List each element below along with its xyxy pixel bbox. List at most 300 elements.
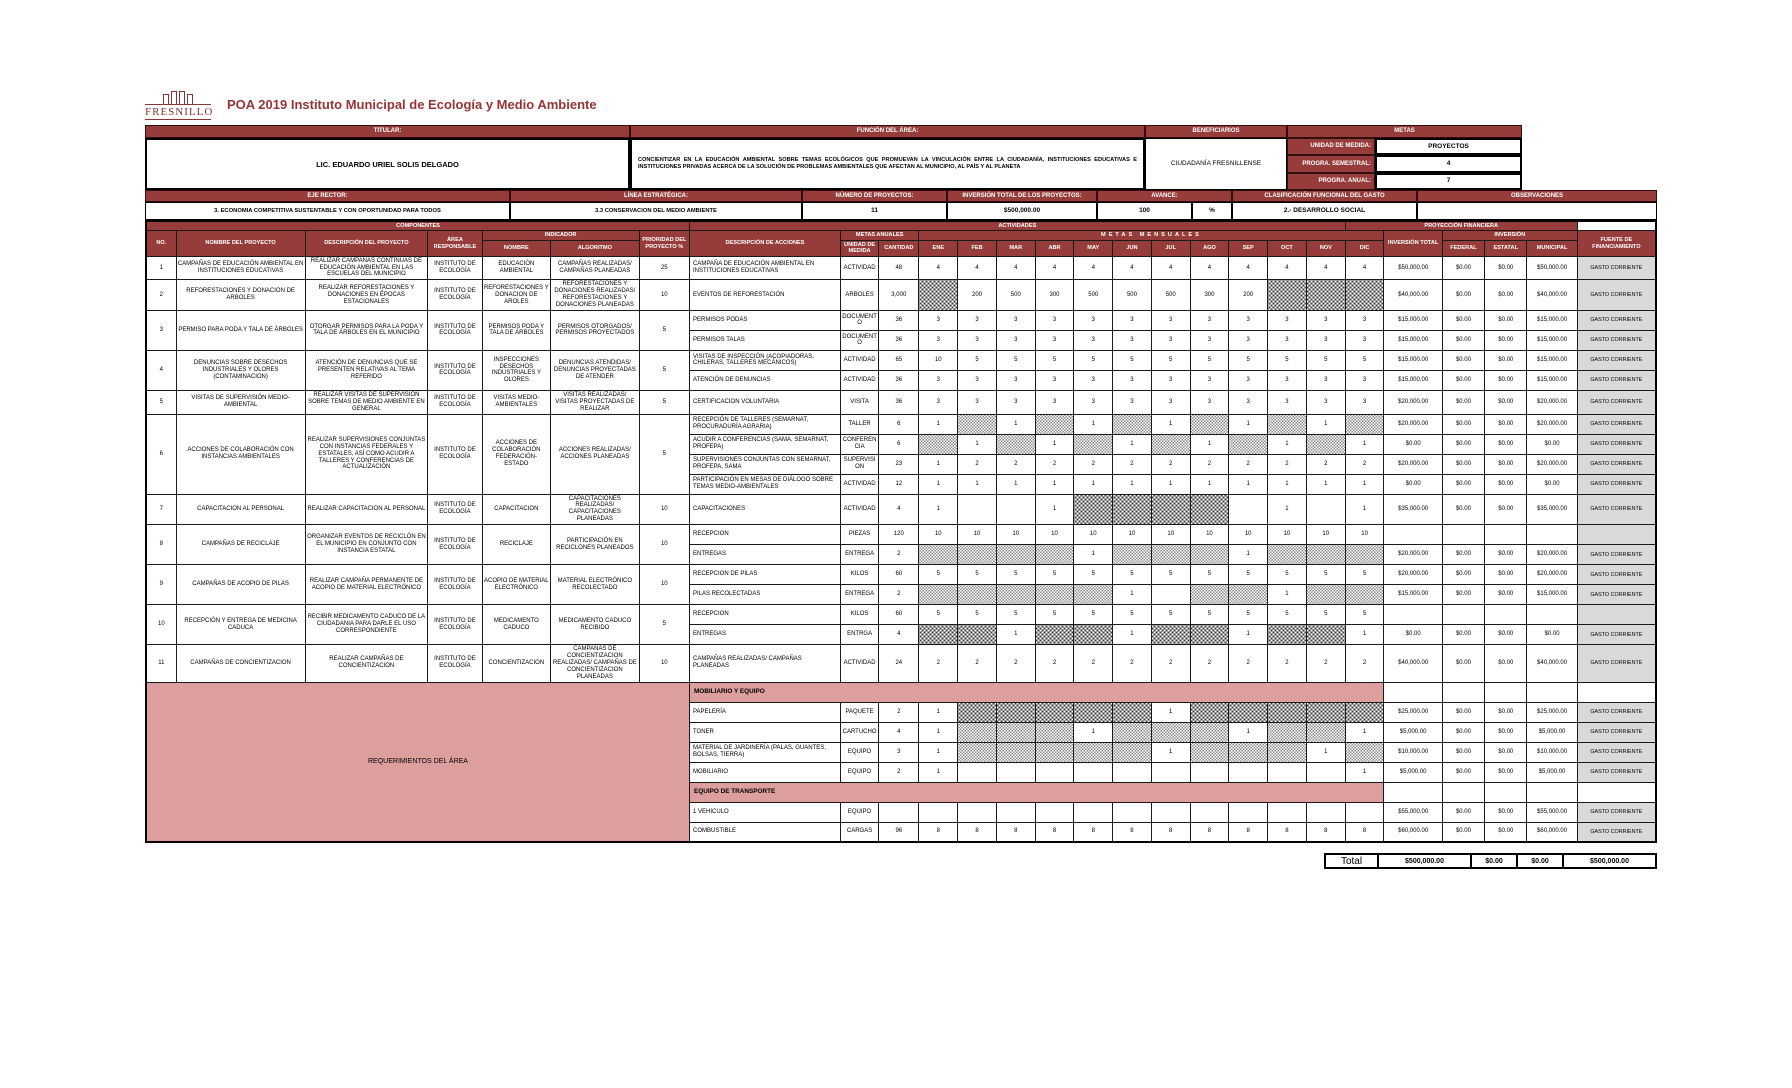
- month-cell: [1113, 762, 1152, 782]
- month-header: FEB: [958, 240, 997, 256]
- accion-unidad: ENTREGA: [840, 585, 878, 605]
- federal-cell: $0.00: [1442, 822, 1484, 842]
- month-cell: 300: [1035, 280, 1074, 311]
- project-no: 6: [146, 414, 176, 494]
- accion-unidad: CONFERENCIA: [840, 434, 878, 454]
- project-no: 3: [146, 310, 176, 350]
- month-cell: 5: [1229, 565, 1268, 585]
- month-cell: 1: [996, 474, 1035, 494]
- month-cell: 1: [996, 414, 1035, 434]
- fuente-cell: GASTO CORRIENTE: [1577, 434, 1656, 454]
- project-prioridad: 5: [639, 350, 689, 390]
- month-cell: 2: [958, 454, 997, 474]
- project-indicador: REFORESTACIONES Y DONACION DE AROLES: [482, 280, 550, 311]
- inversion-total-cell: $40,000.00: [1384, 280, 1442, 311]
- month-cell-blocked: [1035, 702, 1074, 722]
- inversion-total-cell: $20,000.00: [1384, 565, 1442, 585]
- month-cell: [1306, 494, 1345, 525]
- project-nombre: CAMPAÑAS DE CONCIENTIZACION: [176, 645, 305, 682]
- project-descripcion: RECIBIR MEDICAMENTO CADUCO DE LA CIUDADANIA PARA DARLE EL USO CORRESPONDIENTE: [305, 605, 428, 645]
- month-cell: 1: [1190, 434, 1229, 454]
- municipal-cell: $0.00: [1527, 474, 1577, 494]
- month-cell-blocked: [1229, 742, 1268, 762]
- accion-unidad: KILOS: [840, 605, 878, 625]
- accion-unidad: DOCUMENTO: [840, 330, 878, 350]
- accion-descripcion: ENTREGAS: [689, 625, 840, 645]
- month-cell: 3: [919, 390, 958, 414]
- month-cell: 4: [996, 256, 1035, 280]
- month-cell: 3: [1035, 310, 1074, 330]
- month-cell: 2: [996, 645, 1035, 682]
- empty-cell: [1527, 682, 1577, 702]
- month-cell: [958, 762, 997, 782]
- month-cell: 1: [1229, 545, 1268, 565]
- col-descripcion: DESCRIPCIÓN DEL PROYECTO: [305, 231, 428, 256]
- month-cell: 3: [1074, 330, 1113, 350]
- beneficiarios-value: CIUDADANÍA FRESNILLENSE: [1145, 138, 1287, 190]
- accion-descripcion: ENTREGAS: [689, 545, 840, 565]
- month-cell: 2: [1190, 645, 1229, 682]
- accion-descripcion: RECEPCIÓN DE TALLERES (SEMARNAT, PROCURADURÍA AGRARIA): [689, 414, 840, 434]
- month-cell: 3: [958, 370, 997, 390]
- month-cell: 10: [1074, 525, 1113, 545]
- month-cell: [996, 802, 1035, 822]
- month-cell: 1: [1345, 474, 1384, 494]
- estatal-cell: $0.00: [1485, 390, 1527, 414]
- federal-cell: $0.00: [1442, 494, 1484, 525]
- grupo-titulo: MOBILIARIO Y EQUIPO: [689, 682, 1383, 702]
- month-cell: 5: [1306, 565, 1345, 585]
- empty-cell: [1384, 682, 1442, 702]
- month-cell: 1: [919, 762, 958, 782]
- month-cell: 8: [1074, 822, 1113, 842]
- estatal-cell: $0.00: [1485, 330, 1527, 350]
- estatal-cell: $0.00: [1485, 762, 1527, 782]
- month-cell-blocked: [919, 625, 958, 645]
- project-nombre: DENUNCIAS SOBRE DESECHOS INDUSTRIALES Y OLORES (CONTAMINACION): [176, 350, 305, 390]
- titular-value: LIC. EDUARDO URIEL SOLIS DELGADO: [145, 138, 630, 190]
- accion-cantidad: 12: [879, 474, 919, 494]
- month-cell-blocked: [1151, 722, 1190, 742]
- estatal-cell: $0.00: [1485, 802, 1527, 822]
- month-cell: 8: [1151, 822, 1190, 842]
- month-cell: 2: [996, 454, 1035, 474]
- empty-cell: [1577, 682, 1656, 702]
- accion-unidad: VISITA: [840, 390, 878, 414]
- month-cell: 3: [919, 310, 958, 330]
- municipal-cell: $15,000.00: [1527, 310, 1577, 330]
- month-cell: 5: [996, 350, 1035, 370]
- empty-cell: [1442, 682, 1484, 702]
- metas-box: [1287, 138, 1522, 190]
- month-cell: 1: [1268, 494, 1307, 525]
- total-federal: $0.00: [1470, 853, 1518, 869]
- month-cell: 8: [1113, 822, 1152, 842]
- month-cell: 1: [1074, 474, 1113, 494]
- project-indicador: CAPACITACION: [482, 494, 550, 525]
- progra-anual-value: 7: [1375, 173, 1522, 190]
- grupo-titulo: EQUIPO DE TRANSPORTE: [689, 782, 1383, 802]
- project-area: INSTITUTO DE ECOLOGÍA: [428, 605, 482, 645]
- month-cell: 1: [1268, 434, 1307, 454]
- month-cell: 1: [1229, 474, 1268, 494]
- project-nombre: RECEPCIÓN Y ENTREGA DE MEDICINA CADUCA: [176, 605, 305, 645]
- fuente-cell: [1577, 525, 1656, 545]
- month-cell: [1268, 762, 1307, 782]
- project-area: INSTITUTO DE ECOLOGÍA: [428, 525, 482, 565]
- month-cell-blocked: [1306, 585, 1345, 605]
- fuente-cell: GASTO CORRIENTE: [1577, 474, 1656, 494]
- project-descripcion: REALIZAR SUPERVISIONES CONJUNTAS CON INSTANCIAS FEDERALES Y ESTATALES, ASÍ COMO ACUDIR A TALLERES Y CONFERENCIAS DE ACTUALIZACIÓN: [305, 414, 428, 494]
- federal-cell: $0.00: [1442, 742, 1484, 762]
- month-cell-blocked: [958, 722, 997, 742]
- total-inversion: $500,000.00: [1377, 853, 1472, 869]
- month-cell-blocked: [1345, 742, 1384, 762]
- month-header: ENE: [919, 240, 958, 256]
- requerimiento-descripcion: MOBILIARIO: [689, 762, 840, 782]
- month-cell: 4: [1190, 256, 1229, 280]
- month-cell: 1: [1306, 414, 1345, 434]
- month-cell-blocked: [1345, 585, 1384, 605]
- month-cell-blocked: [1035, 585, 1074, 605]
- inversion-total-cell: $20,000.00: [1384, 390, 1442, 414]
- project-indicador: EDUCACIÓN AMBIENTAL: [482, 256, 550, 280]
- month-cell: 5: [1035, 605, 1074, 625]
- clasificacion-label: CLASIFICACIÓN FUNCIONAL DEL GASTO: [1232, 190, 1417, 202]
- month-cell: 5: [1074, 565, 1113, 585]
- accion-unidad: ENTREGA: [840, 545, 878, 565]
- project-nombre: PERMISO PARA PODA Y TALA DE ÁRBOLES: [176, 310, 305, 350]
- progra-semestral-value: 4: [1375, 155, 1522, 172]
- month-cell: 2: [1190, 454, 1229, 474]
- month-cell: 1: [1074, 722, 1113, 742]
- month-cell: 5: [1113, 565, 1152, 585]
- month-cell: 3: [1190, 310, 1229, 330]
- project-descripcion: ORGANIZAR EVENTOS DE RECICLÓN EN EL MUNICIPIO EN CONJUNTO CON INSTANCIA ESTATAL: [305, 525, 428, 565]
- inversion-total-cell: $20,000.00: [1384, 454, 1442, 474]
- month-cell: 3: [1074, 390, 1113, 414]
- month-cell-blocked: [1151, 545, 1190, 565]
- month-cell: 1: [958, 474, 997, 494]
- requerimiento-unidad: EQUIPO: [840, 802, 878, 822]
- project-algoritmo: REFORESTACIONES Y DONACIONES REALIZADAS/ REFORESTACIONES Y DONACIONES PLANEADAS: [551, 280, 640, 311]
- project-prioridad: 25: [639, 256, 689, 280]
- accion-cantidad: 36: [879, 310, 919, 330]
- num-proyectos-value: 11: [802, 202, 947, 220]
- month-cell: 2: [1035, 645, 1074, 682]
- municipal-cell: $50,000.00: [1527, 256, 1577, 280]
- total-strip: [145, 853, 1657, 869]
- month-cell-blocked: [1035, 742, 1074, 762]
- month-cell: [1113, 802, 1152, 822]
- fuente-cell: GASTO CORRIENTE: [1577, 802, 1656, 822]
- project-area: INSTITUTO DE ECOLOGÍA: [428, 390, 482, 414]
- inversion-total-cell: [1384, 605, 1442, 625]
- month-cell-blocked: [1074, 625, 1113, 645]
- top-info-block: [145, 125, 1657, 190]
- month-cell: 3: [1345, 390, 1384, 414]
- project-no: 2: [146, 280, 176, 311]
- project-indicador: ACOPIO DE MATERIAL ELECTRÓNICO: [482, 565, 550, 605]
- month-cell: 1: [1151, 702, 1190, 722]
- month-cell: 2: [1113, 454, 1152, 474]
- month-cell: 3: [1151, 370, 1190, 390]
- month-cell: 2: [1268, 645, 1307, 682]
- month-cell: 3: [1151, 310, 1190, 330]
- month-cell: [1229, 802, 1268, 822]
- month-cell: 3: [1268, 390, 1307, 414]
- empty-cell: [1527, 782, 1577, 802]
- month-cell: [958, 802, 997, 822]
- month-cell: 4: [1113, 256, 1152, 280]
- avance-value: 100: [1097, 202, 1192, 220]
- project-no: 1: [146, 256, 176, 280]
- month-cell: 3: [1345, 370, 1384, 390]
- month-cell: 1: [1113, 474, 1152, 494]
- month-cell: 2: [1229, 645, 1268, 682]
- fuente-cell: GASTO CORRIENTE: [1577, 702, 1656, 722]
- col-fuente: FUENTE DE FINANCIAMIENTO: [1577, 231, 1656, 256]
- empty-cell: [1384, 782, 1442, 802]
- project-nombre: ACCIONES DE COLABORACIÓN CON INSTANCIAS AMBIENTALES: [176, 414, 305, 494]
- project-descripcion: REALIZAR VISITAS DE SUPERVISIÓN SOBRE TEMAS DE MEDIO AMBIENTE EN GENERAL: [305, 390, 428, 414]
- estatal-cell: $0.00: [1485, 494, 1527, 525]
- month-cell: 8: [1268, 822, 1307, 842]
- month-cell: 5: [1074, 605, 1113, 625]
- month-cell: 3: [1113, 390, 1152, 414]
- month-cell: 2: [1345, 454, 1384, 474]
- month-cell: 5: [1151, 350, 1190, 370]
- inversion-total-cell: $25,000.00: [1384, 702, 1442, 722]
- fuente-cell: GASTO CORRIENTE: [1577, 762, 1656, 782]
- accion-cantidad: 24: [879, 645, 919, 682]
- month-cell: 500: [1074, 280, 1113, 311]
- month-cell: 5: [1268, 605, 1307, 625]
- logo-building-icon: [145, 91, 211, 105]
- brand-header: [145, 80, 1657, 120]
- requerimiento-descripcion: PAPELERÍA: [689, 702, 840, 722]
- month-cell: 10: [1113, 525, 1152, 545]
- month-cell: 3: [1151, 390, 1190, 414]
- month-cell: 1: [1151, 414, 1190, 434]
- accion-cantidad: 36: [879, 370, 919, 390]
- month-cell: 3: [996, 330, 1035, 350]
- month-cell: 1: [919, 414, 958, 434]
- project-prioridad: 5: [639, 414, 689, 494]
- month-cell: 2: [958, 645, 997, 682]
- month-cell-blocked: [1345, 280, 1384, 311]
- inversion-total-cell: $60,000.00: [1384, 822, 1442, 842]
- inversion-total-cell: $0.00: [1384, 434, 1442, 454]
- month-header: JUN: [1113, 240, 1152, 256]
- month-cell: 5: [1190, 605, 1229, 625]
- project-algoritmo: PARTICIPACIÓN EN RECICLONES PLANEADOS: [551, 525, 640, 565]
- month-cell: 3: [919, 370, 958, 390]
- month-cell-blocked: [1306, 280, 1345, 311]
- project-nombre: VISITAS DE SUPERVISIÓN MEDIO-AMBIENTAL: [176, 390, 305, 414]
- month-cell: 2: [1151, 645, 1190, 682]
- fuente-cell: GASTO CORRIENTE: [1577, 454, 1656, 474]
- month-cell: 8: [1035, 822, 1074, 842]
- month-cell-blocked: [1268, 545, 1307, 565]
- inversion-total-cell: $10,000.00: [1384, 742, 1442, 762]
- month-cell-blocked: [1229, 434, 1268, 454]
- estatal-cell: $0.00: [1485, 702, 1527, 722]
- municipal-cell: $15,000.00: [1527, 330, 1577, 350]
- month-cell: 1: [1074, 414, 1113, 434]
- fuente-cell: GASTO CORRIENTE: [1577, 280, 1656, 311]
- month-cell-blocked: [1306, 545, 1345, 565]
- month-cell: 5: [1190, 565, 1229, 585]
- month-cell: 3: [1190, 370, 1229, 390]
- fuente-cell: GASTO CORRIENTE: [1577, 414, 1656, 434]
- month-cell-blocked: [1074, 702, 1113, 722]
- beneficiarios-label: BENEFICIARIOS: [1145, 125, 1287, 138]
- month-cell: 1: [919, 742, 958, 762]
- month-cell: [1229, 494, 1268, 525]
- month-header: MAY: [1074, 240, 1113, 256]
- progra-anual-label: PROGRA. ANUAL:: [1287, 173, 1375, 190]
- requerimiento-cantidad: 4: [879, 722, 919, 742]
- month-cell-blocked: [1035, 545, 1074, 565]
- project-indicador: VISITAS MEDIO-AMBIENTALES: [482, 390, 550, 414]
- month-cell-blocked: [1113, 494, 1152, 525]
- fuente-cell: GASTO CORRIENTE: [1577, 645, 1656, 682]
- month-cell-blocked: [1035, 414, 1074, 434]
- month-cell: 3: [1268, 310, 1307, 330]
- month-cell-blocked: [1268, 280, 1307, 311]
- month-cell: 1: [919, 702, 958, 722]
- project-nombre: CAPACITACION AL PERSONAL: [176, 494, 305, 525]
- project-descripcion: REALIZAR CAPACITACION AL PERSONAL: [305, 494, 428, 525]
- month-cell: 5: [1229, 605, 1268, 625]
- month-cell: 500: [1151, 280, 1190, 311]
- month-cell: 4: [958, 256, 997, 280]
- federal-cell: $0.00: [1442, 645, 1484, 682]
- municipal-cell: $0.00: [1527, 625, 1577, 645]
- month-cell-blocked: [1268, 722, 1307, 742]
- month-cell: 5: [919, 565, 958, 585]
- project-no: 11: [146, 645, 176, 682]
- accion-cantidad: 65: [879, 350, 919, 370]
- month-cell-blocked: [1345, 414, 1384, 434]
- funcion-value: CONCIENTIZAR EN LA EDUCACIÓN AMBIENTAL SOBRE TEMAS ECOLÓGICOS QUE PROMUEVAN LA VINCULACIÓN ENTRE LA CIUDADANÍA, INSTITUCIONES EDUCATIVAS E INSTITUCIONES PRIVADAS ACERCA DE LA SOLUCIÓN DE PROBLEMAS AMBIENTALES QUE AFECTAN AL MUNICIPIO, AL PAÍS Y AL PLANETA: [630, 138, 1145, 190]
- inversion-total-cell: $15,000.00: [1384, 585, 1442, 605]
- month-cell: 3: [1229, 370, 1268, 390]
- month-cell-blocked: [1151, 494, 1190, 525]
- month-cell-blocked: [1074, 434, 1113, 454]
- month-cell: 3: [1306, 310, 1345, 330]
- project-prioridad: 5: [639, 605, 689, 645]
- month-cell: 1: [919, 474, 958, 494]
- observaciones-label: OBSERVACIONES: [1417, 190, 1657, 202]
- month-cell: [1268, 802, 1307, 822]
- accion-descripcion: CAPACITACIONES: [689, 494, 840, 525]
- accion-descripcion: PARTICIPACIÓN EN MESAS DE DIÁLOGO SOBRE TEMAS MEDIO-AMBIENTALES: [689, 474, 840, 494]
- month-cell: 1: [958, 434, 997, 454]
- project-indicador: PERMISOS PODA Y TALA DE ÁRBOLES: [482, 310, 550, 350]
- num-proyectos-label: NÚMERO DE PROYECTOS:: [802, 190, 947, 202]
- month-cell-blocked: [919, 585, 958, 605]
- project-algoritmo: CAMPAÑAS REALIZADAS/ CAMPAÑAS PLANEADAS: [551, 256, 640, 280]
- municipal-cell: $20,000.00: [1527, 545, 1577, 565]
- month-cell: [1151, 762, 1190, 782]
- month-cell-blocked: [958, 702, 997, 722]
- month-cell: 1: [1035, 474, 1074, 494]
- project-algoritmo: VISITAS REALIZADAS/ VISITAS PROYECTADAS DE REALIZAR: [551, 390, 640, 414]
- requerimiento-unidad: CARGAS: [840, 822, 878, 842]
- month-cell: 5: [1035, 565, 1074, 585]
- estatal-cell: $0.00: [1485, 474, 1527, 494]
- project-area: INSTITUTO DE ECOLOGÍA: [428, 256, 482, 280]
- month-cell: 1: [1345, 434, 1384, 454]
- municipal-cell: $25,000.00: [1527, 702, 1577, 722]
- estatal-cell: $0.00: [1485, 585, 1527, 605]
- month-cell: 300: [1190, 280, 1229, 311]
- linea-label: LÍNEA ESTRATÉGICA:: [510, 190, 802, 202]
- accion-descripcion: CAMPAÑAS REALIZADAS/ CAMPAÑAS PLANEADAS: [689, 645, 840, 682]
- accion-cantidad: 60: [879, 565, 919, 585]
- project-indicador: CONCIENTIZACION: [482, 645, 550, 682]
- estatal-cell: $0.00: [1485, 280, 1527, 311]
- accion-descripcion: EVENTOS DE REFORESTACIÓN: [689, 280, 840, 311]
- month-cell-blocked: [1190, 585, 1229, 605]
- accion-cantidad: 6: [879, 434, 919, 454]
- month-cell: 10: [958, 525, 997, 545]
- federal-cell: $0.00: [1442, 390, 1484, 414]
- month-cell: 3: [919, 330, 958, 350]
- project-no: 8: [146, 525, 176, 565]
- month-cell: 3: [1151, 330, 1190, 350]
- col-nombre: NOMBRE DEL PROYECTO: [176, 231, 305, 256]
- month-cell: 3: [1345, 330, 1384, 350]
- federal-cell: $0.00: [1442, 565, 1484, 585]
- col-metas-anuales: METAS ANUALES: [840, 231, 918, 240]
- month-cell-blocked: [1113, 545, 1152, 565]
- accion-descripcion: CERTIFICACION VOLUNTARIA: [689, 390, 840, 414]
- month-cell-blocked: [996, 545, 1035, 565]
- accion-cantidad: 4: [879, 494, 919, 525]
- project-prioridad: 5: [639, 390, 689, 414]
- month-cell: 2: [1345, 645, 1384, 682]
- month-cell: 1: [1113, 585, 1152, 605]
- month-cell-blocked: [958, 625, 997, 645]
- accion-descripcion: ACUDIR A CONFERENCIAS (SAMA, SEMARNAT, PROFEPA): [689, 434, 840, 454]
- month-cell: 1: [1035, 494, 1074, 525]
- month-cell-blocked: [996, 722, 1035, 742]
- project-no: 9: [146, 565, 176, 605]
- accion-unidad: PIEZAS: [840, 525, 878, 545]
- top-spacer2: [1522, 138, 1657, 190]
- month-cell-blocked: [1151, 434, 1190, 454]
- project-nombre: CAMPAÑAS DE EDUCACIÓN AMBIENTAL EN INSTITUCIONES EDUCATIVAS: [176, 256, 305, 280]
- municipal-cell: $20,000.00: [1527, 390, 1577, 414]
- empty-cell: [1485, 682, 1527, 702]
- municipal-cell: $20,000.00: [1527, 414, 1577, 434]
- federal-cell: $0.00: [1442, 474, 1484, 494]
- month-cell: 1: [1268, 585, 1307, 605]
- month-cell-blocked: [1306, 625, 1345, 645]
- column-header: FEDERAL: [1442, 240, 1484, 256]
- accion-unidad: ACTIVIDAD: [840, 370, 878, 390]
- month-cell: 5: [1268, 565, 1307, 585]
- estatal-cell: $0.00: [1485, 256, 1527, 280]
- titular-label: TITULAR:: [145, 125, 630, 138]
- month-cell: [1306, 802, 1345, 822]
- month-cell: 8: [1306, 822, 1345, 842]
- month-cell: 5: [996, 565, 1035, 585]
- band-componentes: COMPONENTES: [146, 221, 689, 231]
